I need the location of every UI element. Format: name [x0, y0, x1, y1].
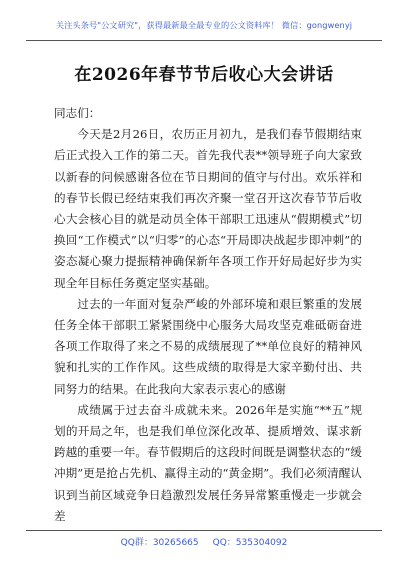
- paragraph: 成绩属于过去奋斗成就未来。2026年是实施“**五”规划的开局之年，也是我们单位深化改革、提质增效、谋求新跨越的重要一年。春节假期后的这段时间既是调整状态的“缓冲期”更是抢占先机、赢得主动的“黄金期”。我们必须清醒认识到当前区域竞争日趋激烈发展任务异常繁重慢走一步就会差: [54, 402, 362, 523]
- footer-qq-group: QQ群：30265665: [120, 538, 199, 548]
- document-body: [54, 103, 362, 527]
- paragraph: 过去的一年面对复杂严峻的外部环境和艰巨繁重的发展任务全体干部职工紧紧围绕中心服务大局攻坚克难砥砺奋进各项工作取得了来之不易的成绩展现了**单位良好的精神风貌和扎实的工作作风。这些成绩的取得是大家辛勤付出、共同努力的结果。在此我向大家表示衷心的感谢: [54, 296, 362, 396]
- document-title: 在2026年春节节后收心大会讲话: [74, 65, 334, 85]
- paragraph: 今天是2月26日，农历正月初九，是我们春节假期结束后正式投入工作的第二天。首先我代表**领导班子向大家致以新春的问候感谢各位在节日期间的值守与付出。欢乐祥和的春节长假已经结束我们再次齐聚一堂召开这次春节节后收心大会核心目的就是动员全体干部职工迅速从“假期模式”切换回“工作模式”以“归零”的心态“开局即决战起步即冲刺”的姿态凝心聚力提振精神确保新年各项工作开好局起好步为实现全年目标任务奠定坚实基础。: [54, 127, 362, 290]
- footer-contact: [0, 535, 408, 548]
- footer-qq-number: QQ：535304092: [212, 538, 288, 548]
- header-notice: 关注头条号"公文研究"，获得最新最全最专业的公文资料库！ 微信：gongwenyj: [55, 20, 353, 30]
- footer-divider: [26, 530, 382, 531]
- header-divider: [26, 40, 382, 41]
- salutation: 同志们：: [54, 106, 101, 120]
